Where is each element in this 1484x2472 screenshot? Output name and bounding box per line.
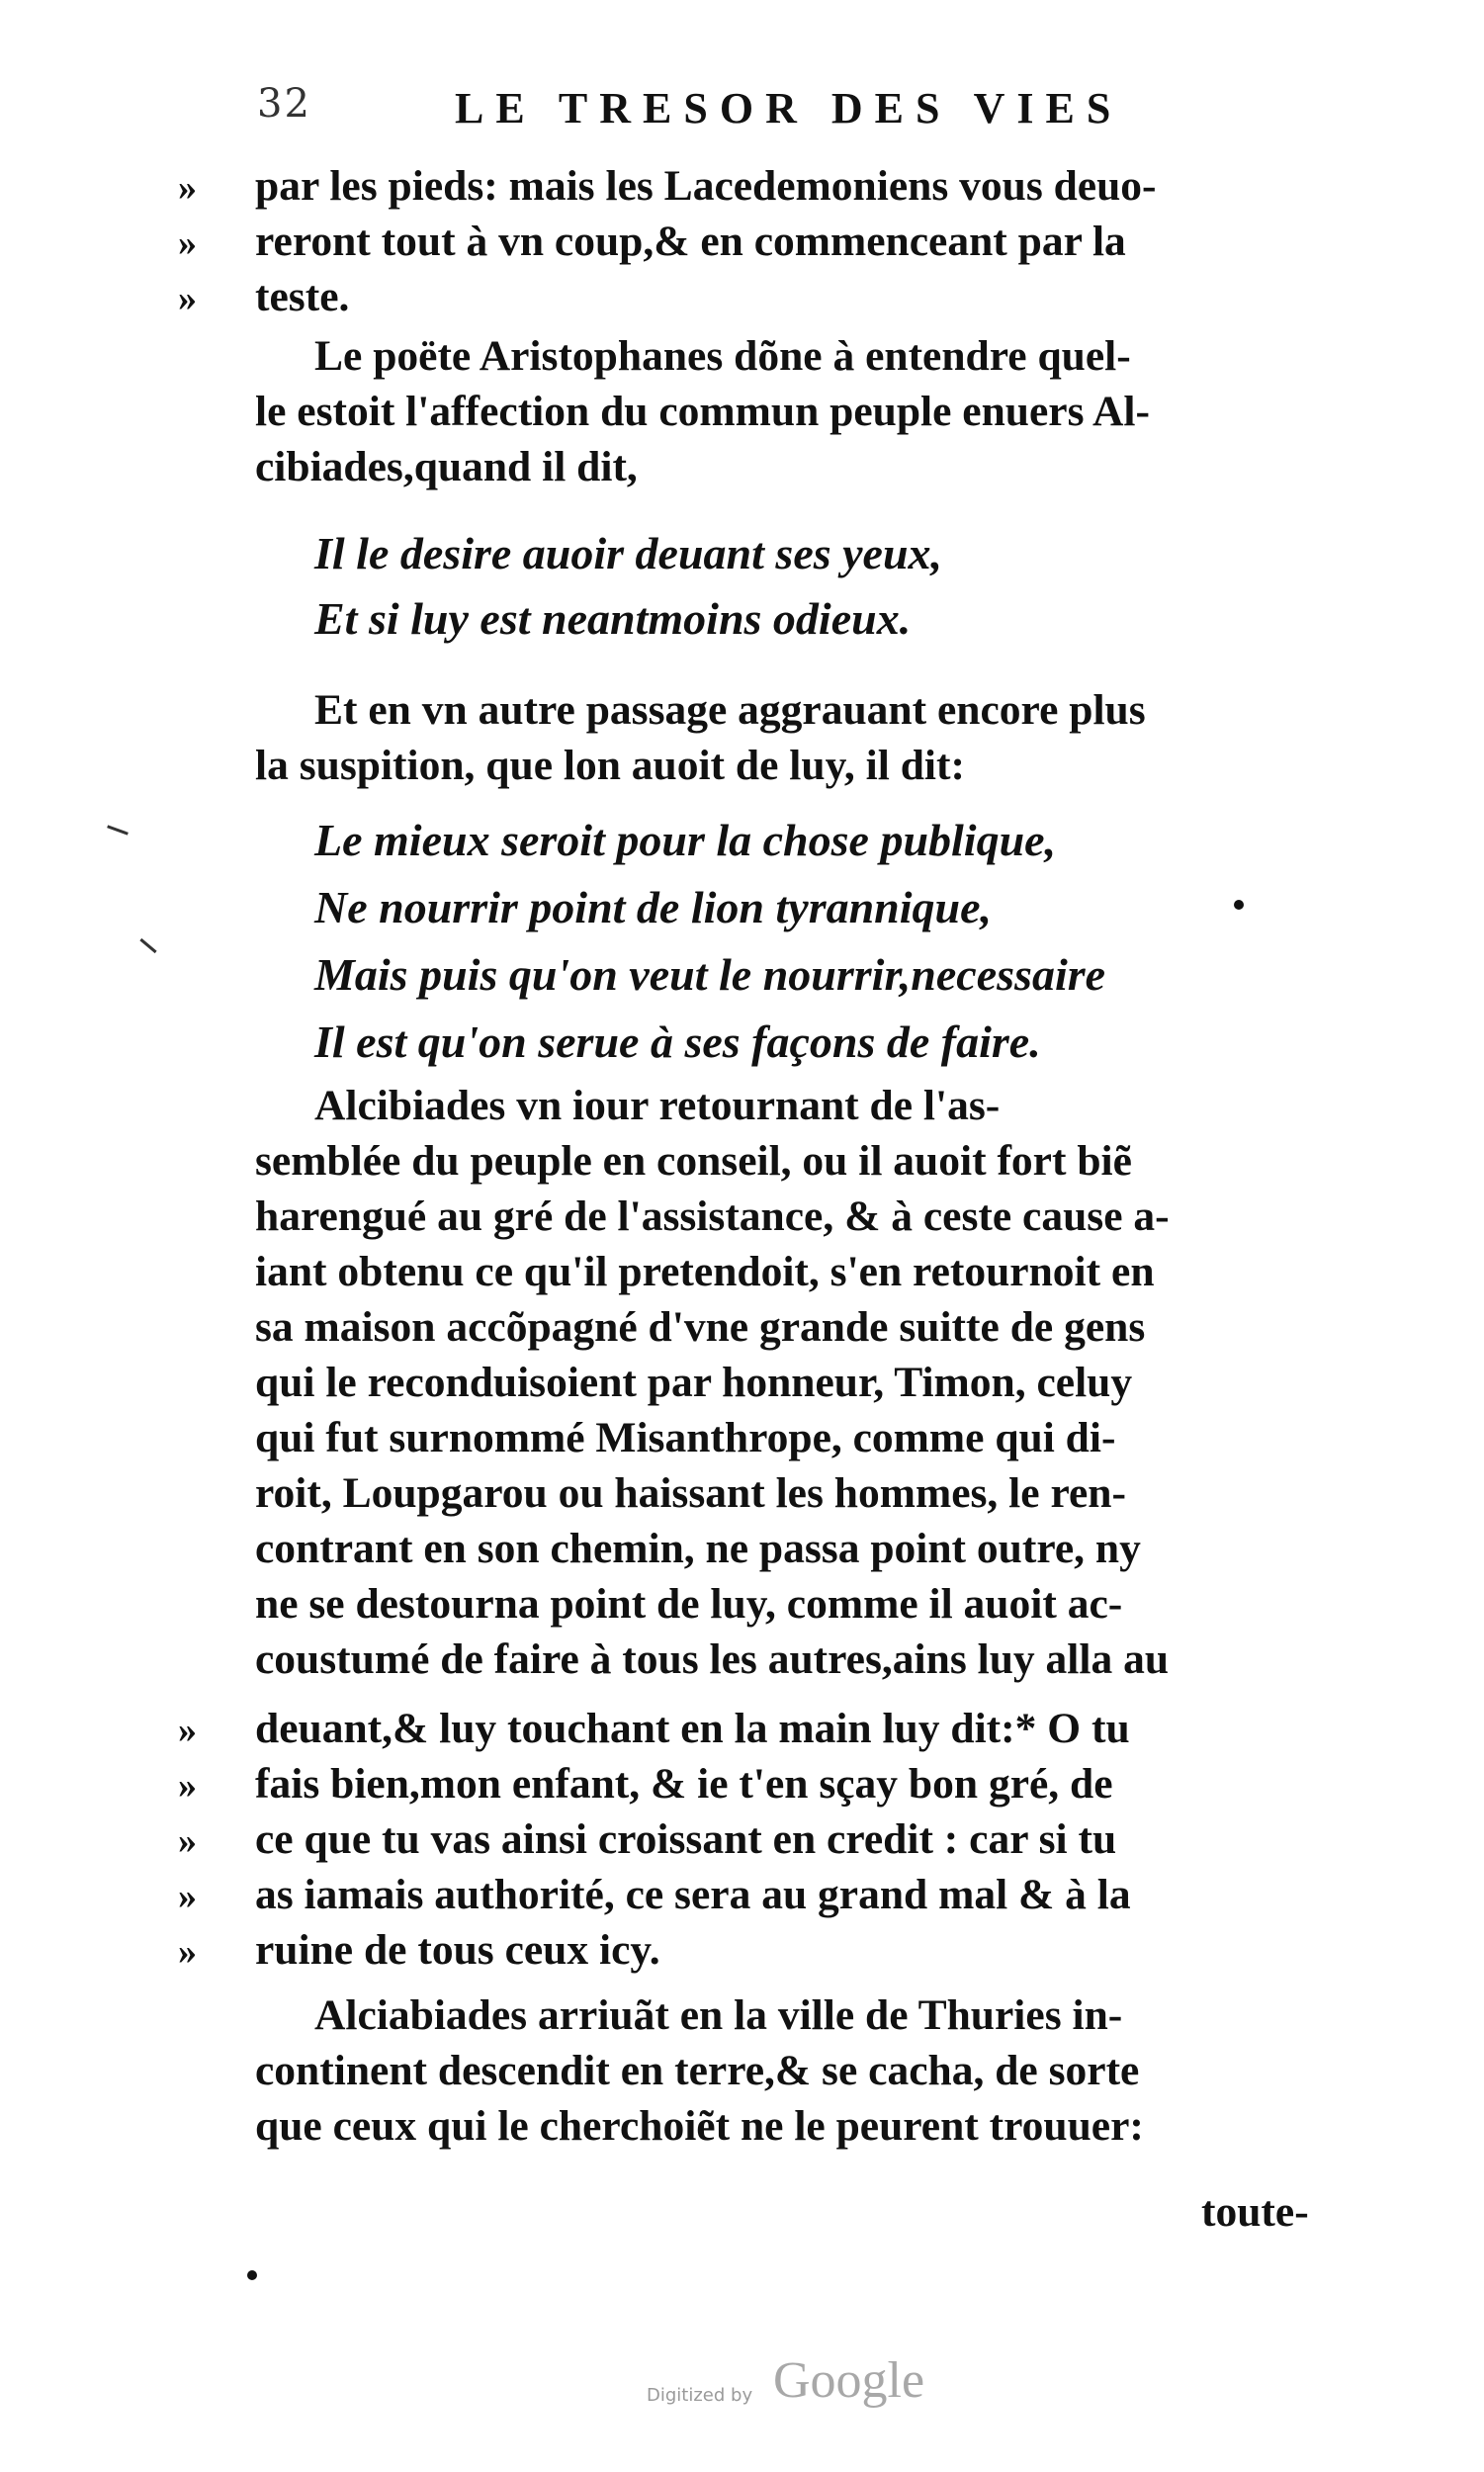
text-line: cibiades,quand il dit, — [255, 443, 638, 490]
margin-quote-mark: » — [178, 1765, 197, 1807]
text-line: fais bien,mon enfant, & ie t'en sçay bon gré, de — [255, 1760, 1113, 1808]
text-line: contrant en son chemin, ne passa point outre, ny — [255, 1525, 1141, 1572]
text-line: par les pieds: mais les Lacedemoniens vous deuo- — [255, 162, 1157, 210]
text-line: semblée du peuple en conseil, ou il auoit fort biẽ — [255, 1137, 1132, 1185]
text-line: que ceux qui le cherchoiẽt ne le peurent trouuer: — [255, 2102, 1144, 2150]
catchword: toute- — [1201, 2188, 1309, 2236]
verse-line: Le mieux seroit pour la chose publique, — [314, 815, 1057, 865]
text-line: Et en vn autre passage aggrauant encore plus — [314, 686, 1146, 734]
page-header — [247, 81, 1335, 140]
margin-quote-mark: » — [178, 1820, 197, 1862]
text-line: roit, Loupgarou ou haissant les hommes, le ren- — [255, 1469, 1126, 1517]
margin-quote-mark: » — [178, 1710, 197, 1751]
digitized-by-text: Digitized by — [647, 2385, 753, 2406]
text-line: Alcibiades vn iour retournant de l'as- — [314, 1082, 1001, 1129]
text-line: Le poëte Aristophanes dõne à entendre quel- — [314, 332, 1131, 380]
text-line: qui le reconduisoient par honneur, Timon, celuy — [255, 1359, 1133, 1406]
verse-line: Mais puis qu'on veut le nourrir,necessaire — [314, 949, 1106, 1000]
text-line: iant obtenu ce qu'il pretendoit, s'en retournoit en — [255, 1248, 1155, 1295]
verse-line: Et si luy est neantmoins odieux. — [314, 593, 912, 644]
text-line: deuant,& luy touchant en la main luy dit:* O tu — [255, 1705, 1130, 1752]
print-speck — [247, 2270, 257, 2280]
text-line: continent descendit en terre,& se cacha, de sorte — [255, 2047, 1140, 2094]
text-line: teste. — [255, 273, 350, 320]
verse-line: Il le desire auoir deuant ses yeux, — [314, 528, 943, 578]
page-number: 32 — [257, 81, 311, 127]
margin-quote-mark: » — [178, 1876, 197, 1917]
print-speck — [139, 938, 156, 953]
margin-quote-mark: » — [178, 167, 197, 209]
digitization-footer — [643, 2351, 959, 2421]
print-speck — [107, 825, 129, 835]
margin-quote-mark: » — [178, 278, 197, 319]
margin-quote-mark: » — [178, 1931, 197, 1973]
text-line: le estoit l'affection du commun peuple enuers Al- — [255, 388, 1150, 435]
text-line: Alciabiades arriuãt en la ville de Thuries in- — [314, 1991, 1123, 2039]
margin-quote-mark: » — [178, 222, 197, 264]
text-line: ruine de tous ceux icy. — [255, 1926, 660, 1974]
text-line: qui fut surnommé Misanthrope, comme qui di- — [255, 1414, 1116, 1461]
google-watermark: Google — [773, 2352, 925, 2409]
text-line: la suspition, que lon auoit de luy, il dit: — [255, 742, 965, 789]
text-line: as iamais authorité, ce sera au grand mal & à la — [255, 1871, 1131, 1918]
running-title: LE TRESOR DES VIES — [455, 84, 1123, 132]
verse-line: Il est qu'on serue à ses façons de faire. — [314, 1016, 1041, 1067]
print-speck — [1234, 900, 1244, 910]
text-line: harengué au gré de l'assistance, & à ceste cause a- — [255, 1192, 1170, 1240]
text-line: reront tout à vn coup,& en commenceant par la — [255, 218, 1126, 265]
verse-line: Ne nourrir point de lion tyrannique, — [314, 882, 993, 932]
text-line: coustumé de faire à tous les autres,ains luy alla au — [255, 1635, 1170, 1683]
text-line: ce que tu vas ainsi croissant en credit : car si tu — [255, 1815, 1117, 1863]
text-line: sa maison accõpagné d'vne grande suitte de gens — [255, 1303, 1146, 1351]
text-line: ne se destourna point de luy, comme il auoit ac- — [255, 1580, 1123, 1628]
